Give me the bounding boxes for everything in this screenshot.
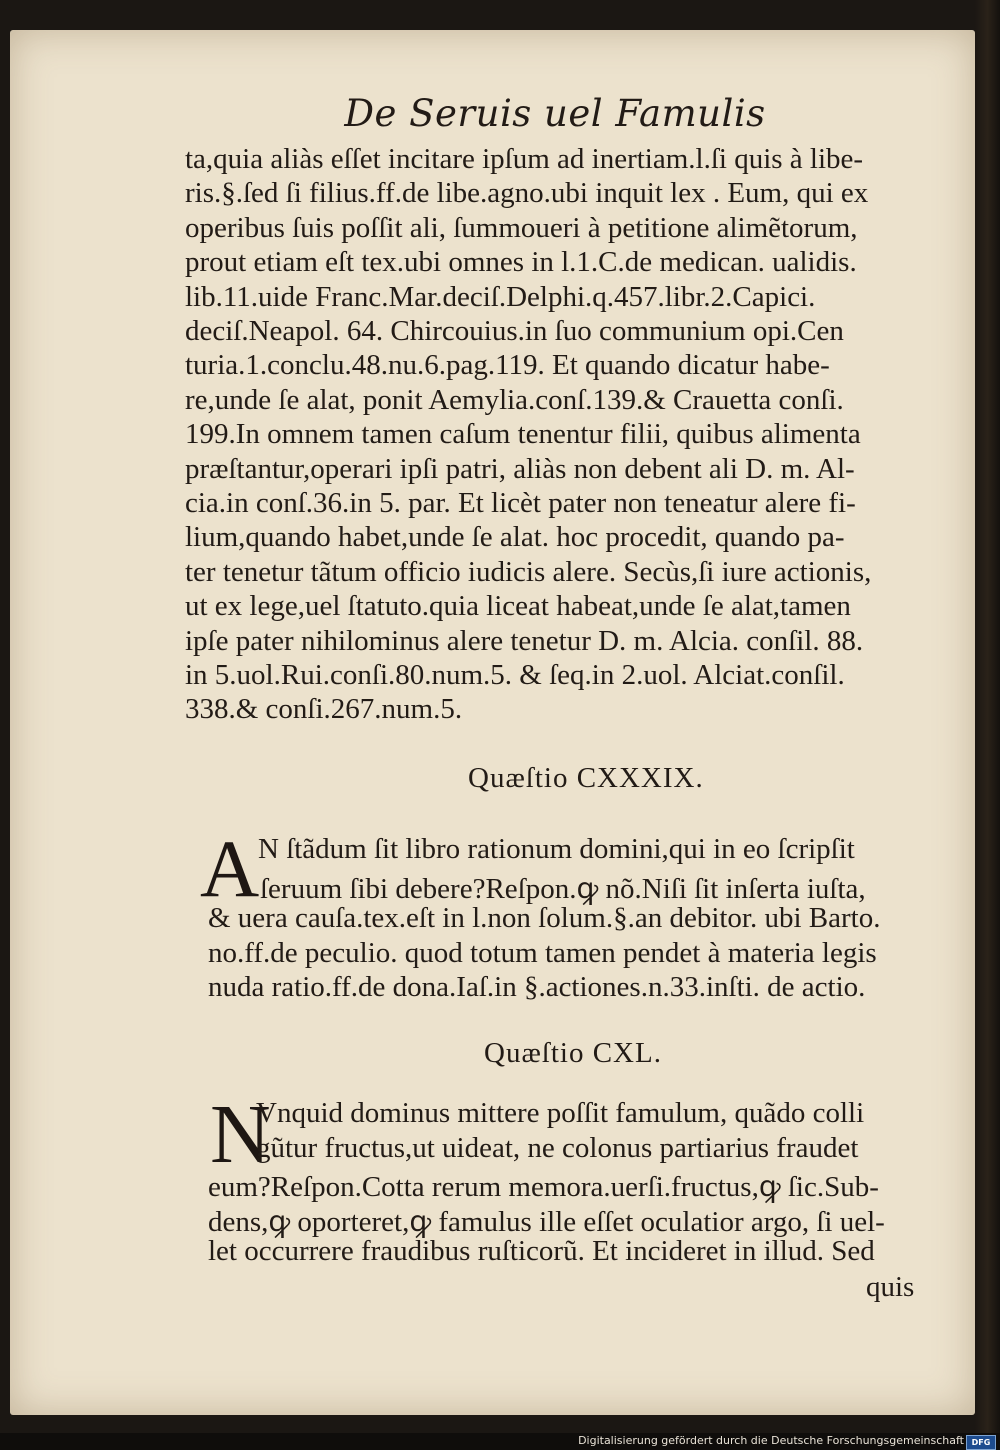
book-spine-edge [975, 0, 1000, 1450]
text-line: operibus ſuis poſſit ali, ſummoueri à petitione alimẽtorum, [185, 211, 858, 244]
text-line: ris.§.ſed ſi filius.ff.de libe.agno.ubi inquit lex . Eum, qui ex [185, 177, 869, 210]
text-line: gũtur fructus,ut uideat, ne colonus partiarius fraudet [256, 1131, 859, 1164]
text-line: & uera cauſa.tex.eſt in l.non ſolum.§.an debitor. ubi Barto. [208, 902, 881, 935]
text-line: ſeruum ſibi debere?Reſpon.ꝙ nõ.Niſi ſit inſerta iuſta, [260, 872, 866, 905]
text-line: 199.In omnem tamen caſum tenentur filii, quibus alimenta [185, 418, 861, 451]
dfg-logo-icon: DFG [966, 1435, 996, 1450]
text-line: in 5.uol.Rui.conſi.80.num.5. & ſeq.in 2.uol. Alciat.conſil. [185, 659, 845, 691]
text-line: N ſtãdum ſit libro rationum domini,qui in eo ſcripſit [258, 833, 855, 865]
question-139-heading: Quæſtio CXXXIX. [468, 762, 704, 794]
catchword: quis [866, 1271, 915, 1303]
text-line: dens,ꝙ oporteret,ꝙ famulus ille eſſet oculatior argo, ſi uel- [208, 1205, 885, 1238]
running-head: De Seruis uel Famulis [344, 92, 766, 135]
text-line: deciſ.Neapol. 64. Chircouius.in ſuo communium opi.Cen [185, 315, 844, 347]
question-140-heading: Quæſtio CXL. [484, 1037, 662, 1069]
text-line: prout etiam eſt tex.ubi omnes in l.1.C.de medican. ualidis. [185, 246, 857, 279]
funding-note: Digitalisierung gefördert durch die Deutsche Forschungsgemeinschaft [578, 1434, 964, 1447]
text-line: ta,quia aliàs eſſet incitare ipſum ad inertiam.l.ſi quis à libe- [185, 143, 864, 175]
text-line: ter tenetur tãtum officio iudicis alere. Secùs,ſi iure actionis, [185, 555, 872, 588]
text-line: nuda ratio.ff.de dona.Iaſ.in §.actiones.n.33.inſti. de actio. [208, 971, 866, 1004]
text-line: eum?Reſpon.Cotta rerum memora.uerſi.fructus,ꝙ ſic.Sub- [208, 1171, 879, 1204]
text-line: cia.in conſ.36.in 5. par. Et licèt pater non teneatur alere fi- [185, 487, 856, 519]
text-line: turia.1.conclu.48.nu.6.pag.119. Et quando dicatur habe- [185, 349, 830, 382]
text-line: 338.& conſi.267.num.5. [185, 693, 463, 726]
drop-cap-a: A [200, 823, 260, 914]
text-line: ipſe pater nihilominus alere tenetur D. m. Alcia. conſil. 88. [185, 624, 864, 657]
text-line: præſtantur,operari ipſi patri, aliàs non debent ali D. m. Al- [185, 452, 855, 485]
text-line: ut ex lege,uel ſtatuto.quia liceat habeat,unde ſe alat,tamen [185, 590, 851, 623]
text-line: let occurrere fraudibus ruſticorũ. Et incideret in illud. Sed [208, 1235, 875, 1268]
text-line: re,unde ſe alat, ponit Aemylia.conſ.139.& Crauetta conſi. [185, 383, 844, 416]
text-line: lib.11.uide Franc.Mar.deciſ.Delphi.q.457.libr.2.Capici. [185, 280, 816, 313]
text-line: lium,quando habet,unde ſe alat. hoc procedit, quando pa- [185, 521, 845, 554]
drop-cap-n: N [210, 1088, 271, 1181]
text-line: Vnquid dominus mittere poſſit famulum, quãdo colli [256, 1097, 865, 1129]
text-line: no.ff.de peculio. quod totum tamen pendet à materia legis [208, 936, 877, 969]
